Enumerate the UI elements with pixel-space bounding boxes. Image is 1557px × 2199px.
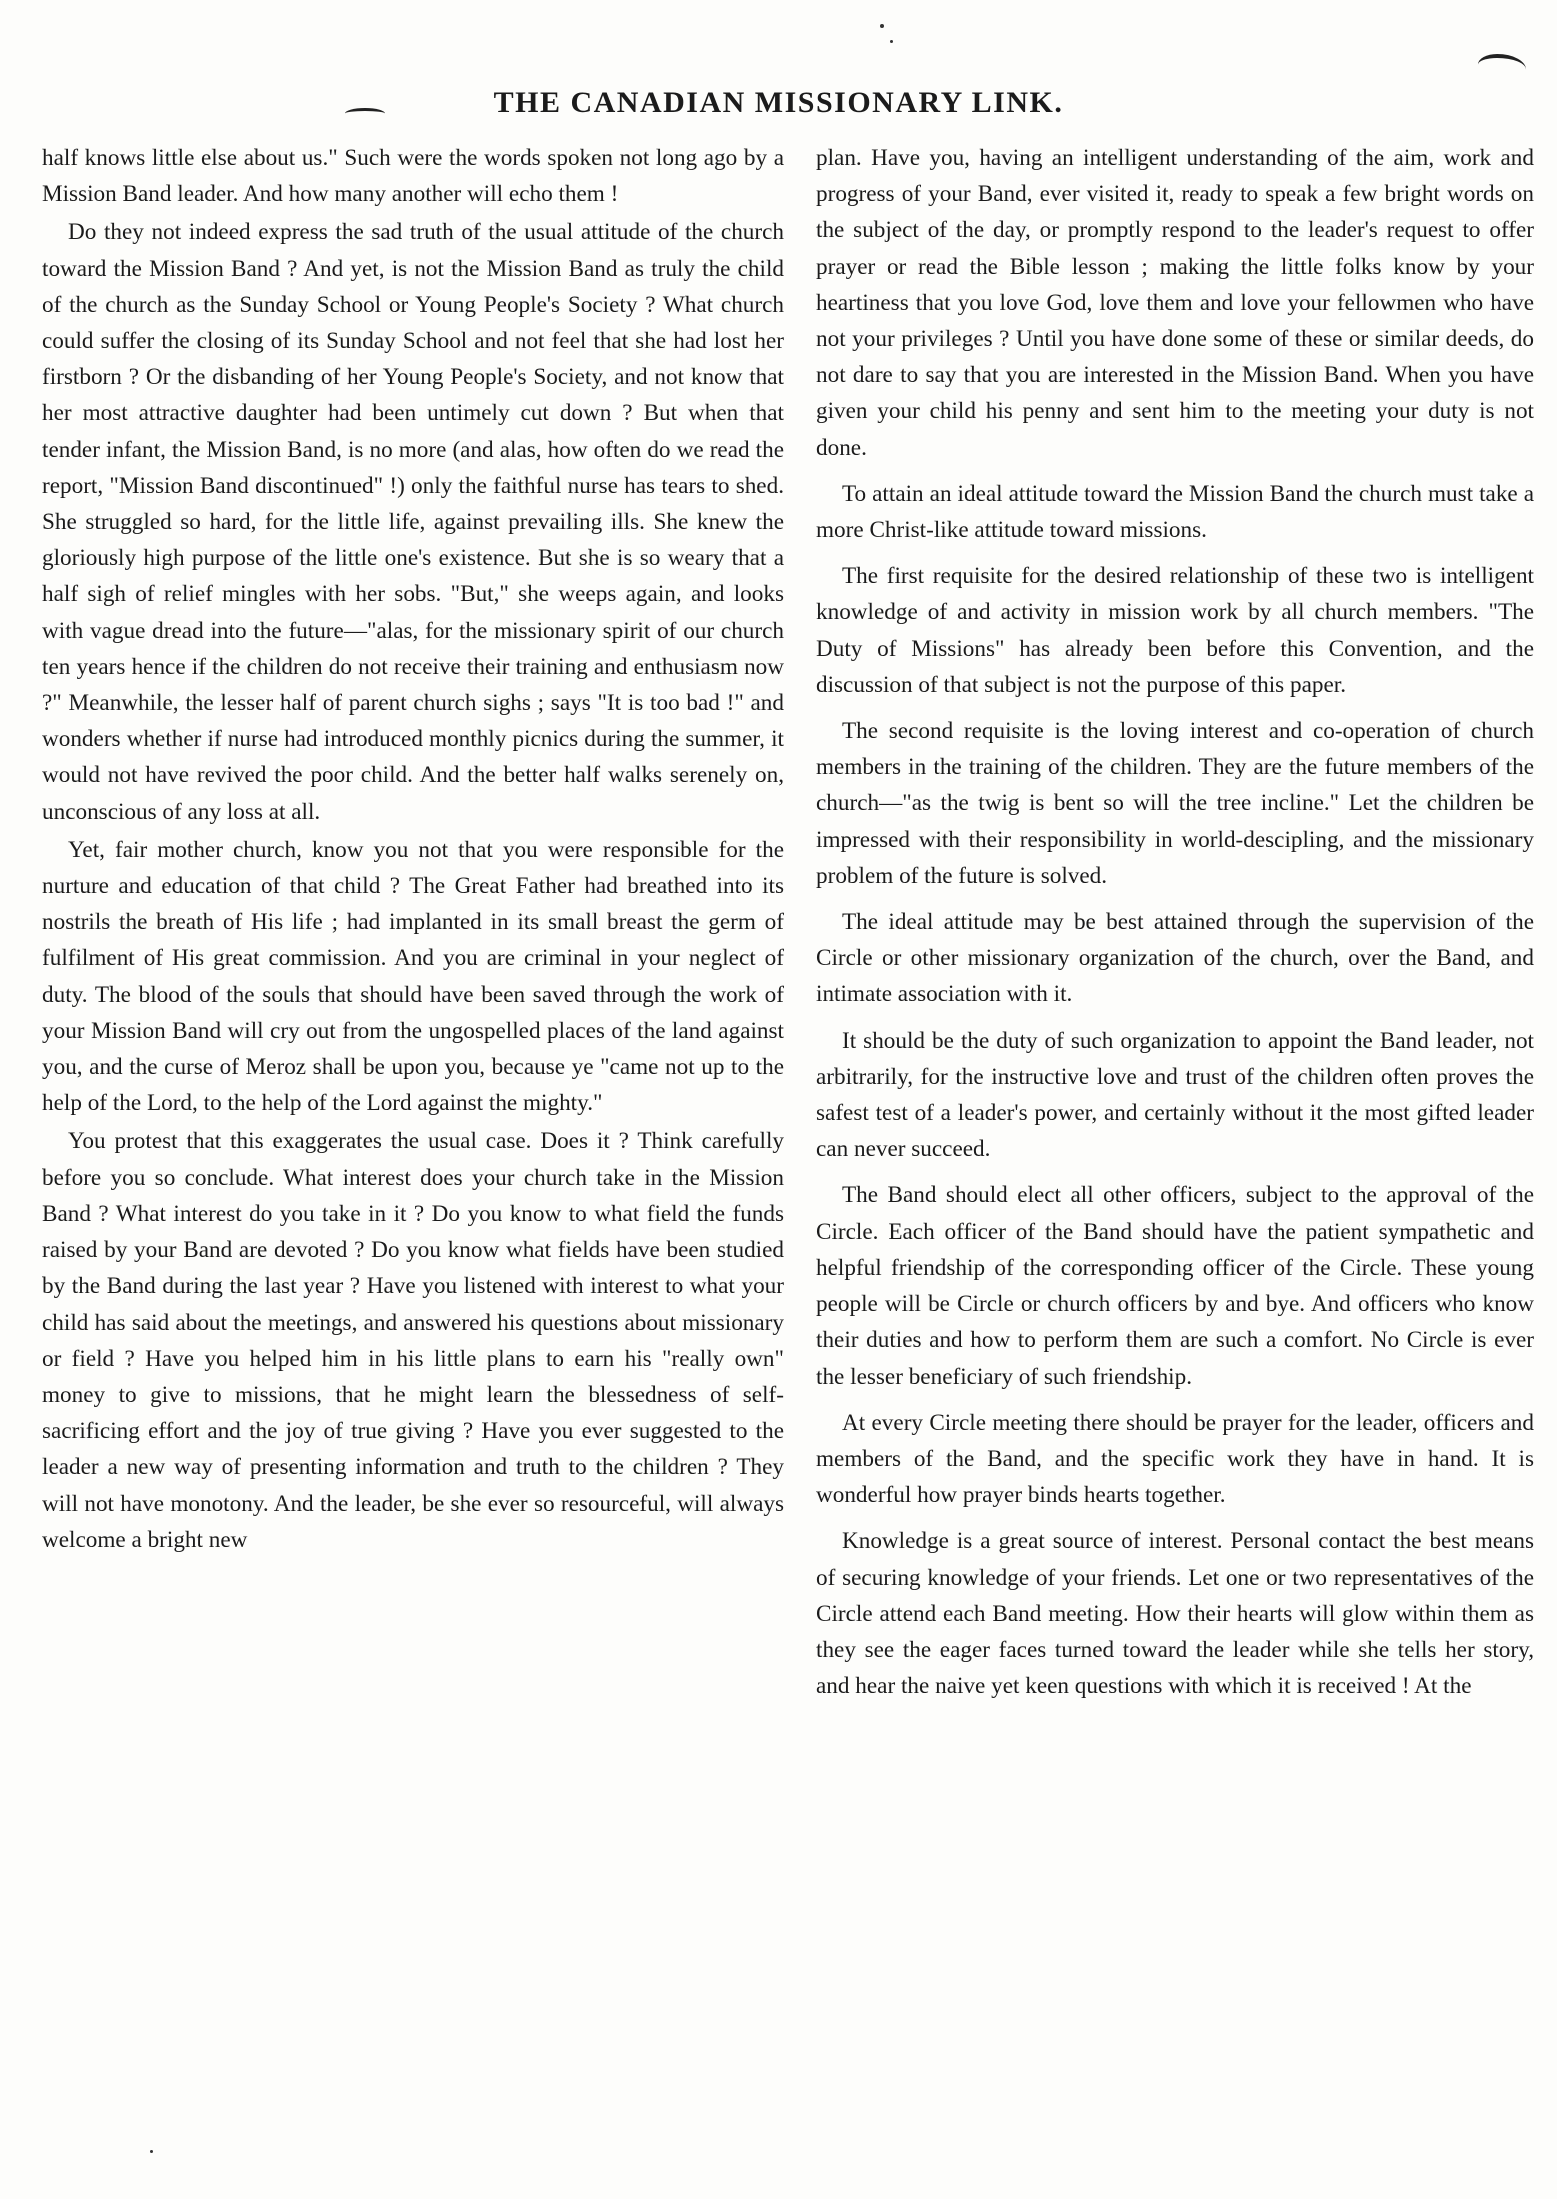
paragraph: You protest that this exaggerates the usual case. Does it ? Think carefully before you so conclude. What interest does your church take in the Mission Band ? What interest do you take in it ? Do you know to what field the funds raised by your Band are devoted ? Do you know what fields have been studied by the Band during the last year ? Have you listened with interest to what your child has said about the meetings, and answered his questions about missionary or field ? Have you helped him in his little plans to earn his "really own" money to give to missions, that he might learn the blessedness of self-sacrificing effort and the joy of true giving ? Have you ever suggested to the leader a new way of presenting information and truth to the children ? They will not have monotony. And the leader, be she ever so resourceful, will always welcome a bright new: [42, 1128, 784, 1553]
ink-mark: [1478, 54, 1526, 80]
paragraph: plan. Have you, having an intelligent understanding of the aim, work and progress of your Band, ever visited it, ready to speak a few bright words on the subject of the day, or promptly respond to the leader's request to offer prayer or read the Bible lesson ; making the little folks know by your heartiness that you love God, love them and love your fellowmen who have not your privileges ? Until you have done some of these or similar deeds, do not dare to say that you are interested in the Mission Band. When you have given your child his penny and sent him to the meeting your duty is not done.: [816, 145, 1534, 461]
paragraph: At every Circle meeting there should be prayer for the leader, officers and members of the Band, and the specific work they have in hand. It is wonderful how prayer binds hearts together.: [816, 1409, 1534, 1509]
paragraph: Knowledge is a great source of interest. Personal contact the best means of securing knowledge of your friends. Let one or two representatives of the Circle attend each Band meeting. How their hearts will glow within them as they see the eager faces turned toward the leader while she tells her story, and hear the naive yet keen questions with which it is received ! At the: [816, 1528, 1534, 1700]
right-column: [816, 140, 1534, 2180]
page-header: THE CANADIAN MISSIONARY LINK.: [493, 86, 1064, 119]
paragraph: Do they not indeed express the sad truth of the usual attitude of the church toward the Mission Band ? And yet, is not the Mission Band as truly the child of the church as the Sunday School or Young People's Society ? What church could suffer the closing of its Sunday School and not feel that she had lost her firstborn ? Or the disbanding of her Young People's Society, and not know that her most attractive daughter had been untimely cut down ? But when that tender infant, the Mission Band, is no more (and alas, how often do we read the report, "Mission Band discontinued" !) only the faithful nurse has tears to shed. She struggled so hard, for the little life, against prevailing ills. She knew the gloriously high purpose of the little one's existence. But she is so weary that a half sigh of relief mingles with her sobs. "But," she weeps again, and looks with vague dread into the future—"alas, for the missionary spirit of our church ten years hence if the children do not receive their training and enthusiasm now ?" Meanwhile, the lesser half of parent church sighs ; says "It is too bad !" and wonders whether if nurse had introduced monthly picnics during the summer, it would not have revived the poor child. And the better half walks serenely on, unconscious of any loss at all.: [42, 219, 784, 825]
paragraph: half knows little else about us." Such were the words spoken not long ago by a Mission Band leader. And how many another will echo them !: [42, 145, 784, 208]
paragraph: To attain an ideal attitude toward the Mission Band the church must take a more Christ-like attitude toward missions.: [816, 480, 1534, 544]
paragraph: The Band should elect all other officers, subject to the approval of the Circle. Each officer of the Band should have the patient sympathetic and helpful friendship of the corresponding officer of the Circle. These young people will be Circle or church officers by and bye. And officers who know their duties and how to perform them are such a comfort. No Circle is ever the lesser beneficiary of such friendship.: [816, 1182, 1534, 1390]
ink-speck: [890, 40, 893, 43]
paragraph: Yet, fair mother church, know you not that you were responsible for the nurture and education of that child ? The Great Father had breathed into its nostrils the breath of His life ; had implanted in its small breast the germ of fulfilment of His great commission. And you are criminal in your neglect of duty. The blood of the souls that should have been saved through the work of your Mission Band will cry out from the ungospelled places of the land against you, and the curse of Meroz shall be upon you, because ye "came not up to the help of the Lord, to the help of the Lord against the mighty.": [42, 836, 784, 1117]
left-column: [42, 140, 784, 2180]
paragraph: It should be the duty of such organization to appoint the Band leader, not arbitrarily, for the instructive love and trust of the children often proves the safest test of a leader's power, and certainly without it the most gifted leader can never succeed.: [816, 1027, 1534, 1163]
paragraph: The first requisite for the desired relationship of these two is intelligent knowledge of and activity in mission work by all church members. "The Duty of Missions" has already been before this Convention, and the discussion of that subject is not the purpose of this paper.: [816, 563, 1534, 698]
ink-speck: [880, 24, 884, 28]
paragraph: The second requisite is the loving interest and co-operation of church members in the training of the children. They are the future members of the church—"as the twig is bent so will the tree incline." Let the children be impressed with their responsibility in world-descipling, and the missionary problem of the future is solved.: [816, 718, 1534, 889]
paragraph: The ideal attitude may be best attained through the supervision of the Circle or other missionary organization of the church, over the Band, and intimate association with it.: [816, 909, 1534, 1008]
